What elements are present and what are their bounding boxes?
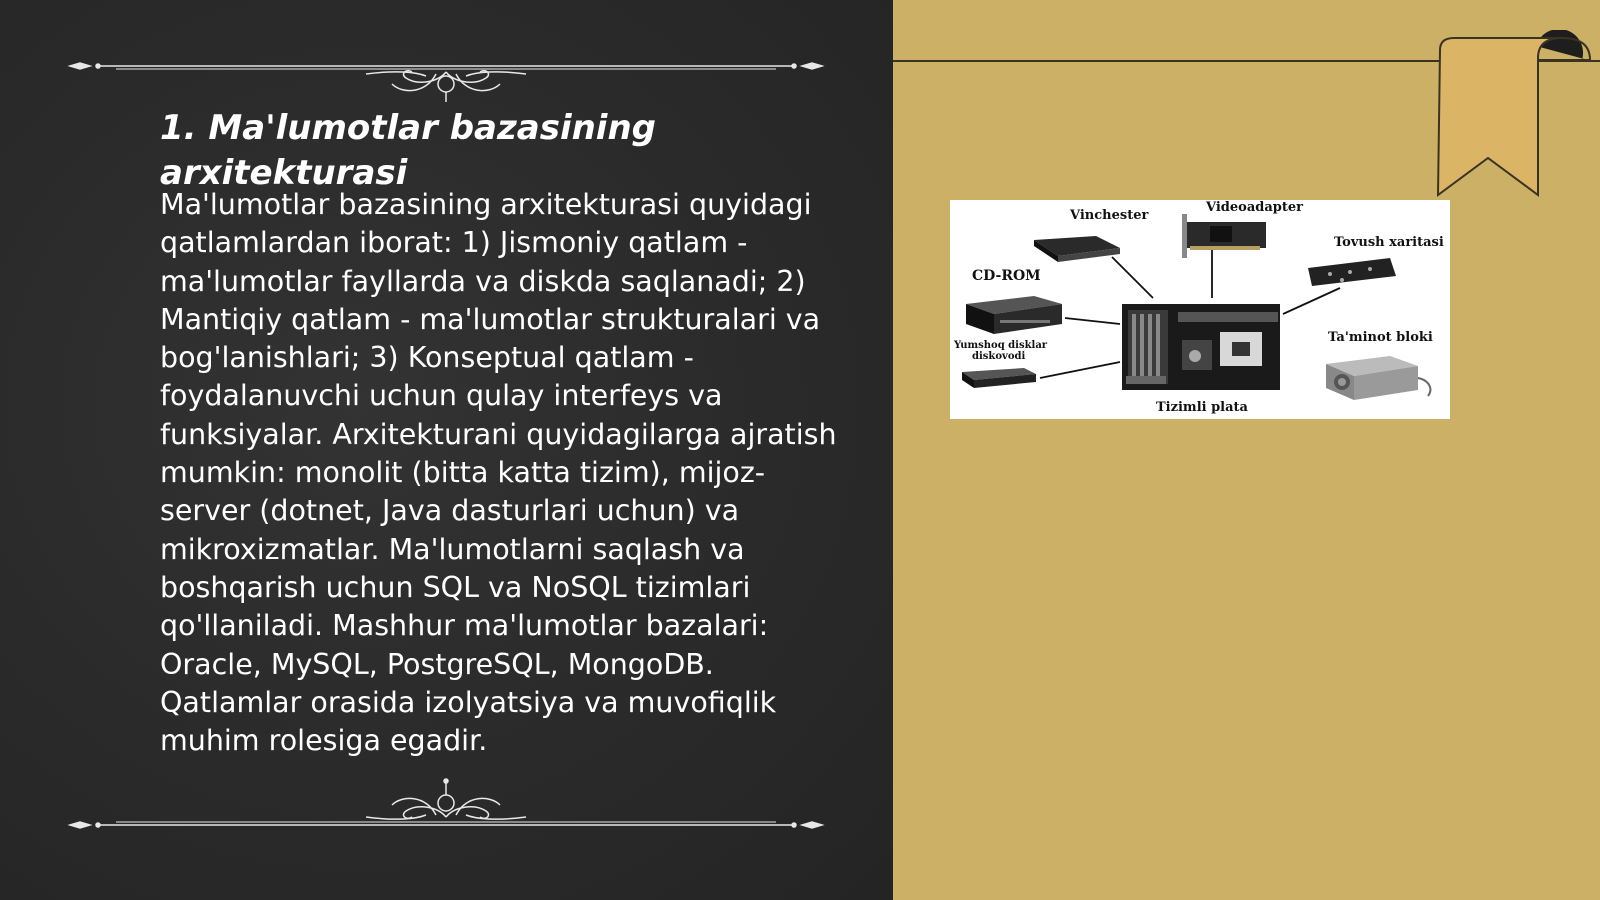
motherboard-icon: [1122, 304, 1280, 390]
label-board: Tizimli plata: [1156, 400, 1248, 415]
sound-card-icon: [1308, 258, 1396, 286]
label-floppy-1: Yumshoq disklar: [954, 340, 1048, 351]
floppy-drive-icon: [962, 368, 1036, 388]
bookmark-ribbon-icon: [1430, 30, 1600, 210]
computer-components-diagram: [950, 200, 1450, 419]
label-hdd: Vinchester: [1070, 208, 1149, 223]
slide-body-text: Ma'lumotlar bazasining arxitekturasi quyidagi qatlamlardan iborat: 1) Jismoniy qatlam - ma'lumotlar fayllarda va diskda saqlanadi; 2) Mantiqiy qatlam - ma'lumotlar strukturalari va bog'lanishlari; 3) Konseptual qatlam - foydalanuvchi uchun qulay interfeys va funksiyalar. Arxitekturani quyidagilarga ajratish mumkin: monolit (bitta katta tizim), mijoz-server (dotnet, Java dasturlari uchun) va mikroxizmatlar. Ma'lumotlarni saqlash va boshqarish uchun SQL va NoSQL tizimlari qo'llaniladi. Mashhur ma'lumotlar bazalari: Oracle, MySQL, PostgreSQL, MongoDB. Qatlamlar orasida izolyatsiya va muvofiqlik muhim rolesiga egadir.: [160, 188, 837, 758]
bottom-ornament: [66, 773, 826, 833]
label-video: Videoadapter: [1206, 200, 1303, 215]
slide-title: 1. Ma'lumotlar bazasining arxitekturasi: [160, 108, 657, 193]
video-card-icon: [1182, 214, 1266, 258]
label-psu: Ta'minot bloki: [1328, 330, 1433, 345]
hard-drive-icon: [1034, 236, 1120, 262]
label-floppy-2: diskovodi: [972, 351, 1026, 362]
label-cdrom: CD-ROM: [972, 268, 1041, 284]
top-ornament: [66, 42, 826, 102]
cd-rom-icon: [966, 296, 1062, 334]
label-sound: Tovush xaritasi: [1334, 235, 1444, 250]
power-supply-icon: [1326, 356, 1430, 400]
